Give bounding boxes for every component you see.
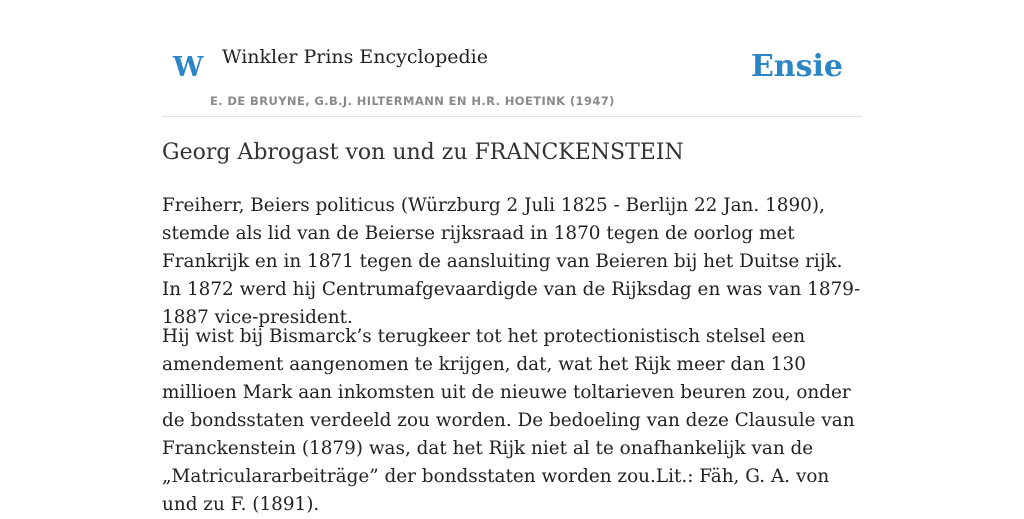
site-header <box>162 0 862 117</box>
byline: E. DE BRUYNE, G.B.J. HILTERMANN EN H.R. HOETINK (1947) <box>210 94 615 108</box>
article-paragraph-2: Hij wist bij Bismarck’s terugkeer tot het protectionistisch stelsel een amendement aangenomen te krijgen, dat, wat het Rijk meer dan 130 millioen Mark aan inkomsten uit de nieuwe toltarieven beuren zou, onder de bondsstaten verdeeld zou worden. De bedoeling van deze Clausule van Franckenstein (1879) was, dat het Rijk niet al te onafhankelijk van de „Matriculararbeiträge” der bondsstaten worden zou.Lit.: Fäh, G. A. von und zu F. (1891). <box>162 326 855 515</box>
article-title: Georg Abrogast von und zu FRANCKENSTEIN <box>162 140 684 165</box>
site-title[interactable]: Winkler Prins Encyclopedie <box>222 46 488 68</box>
site-logo-letter[interactable]: W <box>173 52 204 83</box>
brand-logo[interactable]: Ensie <box>750 49 843 84</box>
page-container <box>162 0 862 515</box>
article-paragraph-1: Freiherr, Beiers politicus (Würzburg 2 Juli 1825 - Berlijn 22 Jan. 1890), stemde als lid van de Beierse rijksraad in 1870 tegen de oorlog met Frankrijk en in 1871 tegen de aansluiting van Beieren bij het Duitse rijk. In 1872 werd hij Centrumafgevaardigde van de Rijksdag en was van 1879-1887 vice-president. <box>162 195 861 328</box>
